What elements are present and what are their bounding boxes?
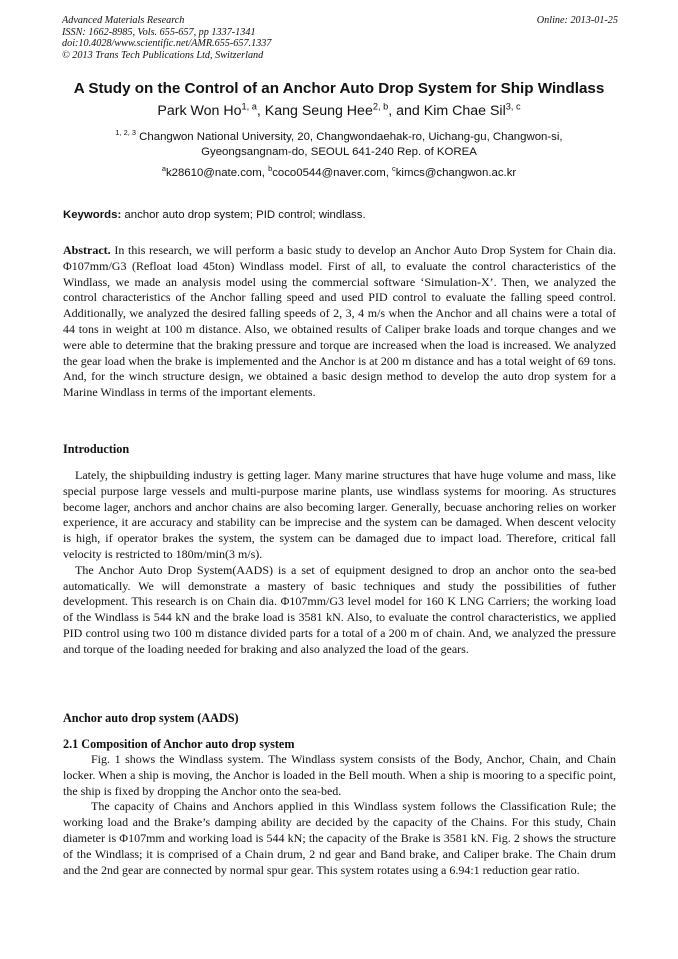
author-name: Park Won Ho <box>157 103 242 119</box>
abstract-text: In this research, we will perform a basic study to develop an Anchor Auto Drop System for Chain dia. Φ107mm/G3 (Refloat load 45ton) Windlass model. First of all, to evaluate the control characteristics of the Windlass, we made an analysis model using the commercial software ‘Simulation-X’. Then, we analyzed the control characteristics of the Anchor falling speed and used PID control to evaluate the falling speed control. Additionally, we analyzed the desired falling speeds of 2, 3, 4 m/s when the Anchor and all chains were a total of 44 tons in weight at 100 m distance. Also, we obtained results of Caliper brake loads and torque changes and we were able to determine that the braking pressure and torque are increased when the load is increased. We analyzed the gear load when the brake is implemented and the Anchor is at 200 m distance and has a total weight of 69 tons. And, for the winch structure design, we obtained a basic design method to develop the auto drop system for a Marine Windlass in terms of the important elements. <box>63 243 616 400</box>
email-mark: b <box>268 164 273 174</box>
author-separator: , <box>256 103 265 119</box>
section-heading-aads: Anchor auto drop system (AADS) <box>63 711 239 725</box>
journal-header <box>62 15 618 61</box>
author-list <box>30 103 648 119</box>
online-date: Online: 2013-01-25 <box>536 15 618 26</box>
paragraph: The capacity of Chains and Anchors applied in this Windlass system follows the Classification Rule; the working load and the Brake’s damping ability are decided by the capacity of the Chains. For this study, Chain diameter is Φ107mm and working load is 544 kN; the capacity of the Brake is 3581 kN. Fig. 2 shows the structure of the Windlass; it is comprised of a Chain drum, 2 nd gear and Band brake, and Caliper brake. The Chain drum and the 2nd gear are connected by normal spur gear. This system rotates using a 6.94:1 reduction gear ratio. <box>63 799 616 877</box>
author-separator: , and <box>388 103 424 119</box>
abstract <box>63 243 616 401</box>
paper-title: A Study on the Control of an Anchor Auto Drop System for Ship Windlass <box>73 80 605 97</box>
email-c[interactable]: kimcs@changwon.ac.kr <box>395 167 517 179</box>
email-mark: c <box>392 164 396 174</box>
section-heading-introduction: Introduction <box>63 442 130 456</box>
subsection-heading-2-1: 2.1 Composition of Anchor auto drop system <box>63 737 295 751</box>
email-list <box>60 164 618 179</box>
author-name: Kang Seung Hee <box>264 103 373 119</box>
copyright-line: © 2013 Trans Tech Publications Ltd, Switzerland <box>62 49 264 61</box>
affil-mark: 1, 2, 3 <box>115 128 137 138</box>
issn-line: ISSN: 1662-8985, Vols. 655-657, pp 1337-1341 <box>62 26 256 38</box>
paragraph: The Anchor Auto Drop System(AADS) is a set of equipment designed to drop an anchor onto the sea-bed automatically. We will demonstrate a mastery of basic techniques and study the possibilities of futher development. This research is on Chain dia. Φ107mm/G3 level model for 160 K LNG Carriers; the working load of the Windlass is 544 kN and the brake load is 3581 kN. Also, to evaluate the control characteristics, we applied PID control using two 100 m distance divided parts for a total of a 200 m of chain. And, we analyzed the pressure and torque of the loading needed for braking and also analyzed the load of the gears. <box>63 562 616 656</box>
affil-line-1: Changwon National University, 20, Changwondaehak-ro, Uichang-gu, Changwon-si, <box>136 131 563 143</box>
paragraph: Lately, the shipbuilding industry is getting lager. Many marine structures that have huge volume and mass, like special purpose large vessels and multi-purpose marine plants, use windlass systems for mooring. As structures become lager, anchors and anchor chains are also becoming larger. Generally, becuase anchoring relies on worker experience, it are accuracy and stability can be imprecise and the system can be damaged. When descent velocity is high, if operator brakes the system, the system can be damaged due to impact load. Therefore, critical fall velocity is restricted to 180m/min(3 m/s). <box>63 468 616 561</box>
author-name: Kim Chae Sil <box>423 103 506 119</box>
author-affil-mark: 1, a <box>241 101 257 112</box>
affil-line-2: Gyeongsangnam-do, SEOUL 641-240 Rep. of KOREA <box>201 146 477 158</box>
author-affil-mark: 2, b <box>372 101 389 112</box>
abstract-label: Abstract. <box>63 243 111 257</box>
author-affil-mark: 3, c <box>505 101 521 112</box>
journal-name: Advanced Materials Research <box>62 15 185 26</box>
doi-line: doi:10.4028/www.scientific.net/AMR.655-657.1337 <box>62 38 272 50</box>
keywords-text: anchor auto drop system; PID control; windlass. <box>121 209 366 221</box>
affiliation <box>60 130 618 160</box>
paragraph: Fig. 1 shows the Windlass system. The Windlass system consists of the Body, Anchor, Chain, and Chain locker. When a ship is moving, the Anchor is loaded in the Bell mouth. When a ship is mooring to a specific point, the ship is fixed by dropping the Anchor onto the sea-bed. <box>63 752 616 798</box>
email-mark: a <box>161 164 166 174</box>
introduction-body <box>63 468 616 658</box>
keywords <box>63 209 619 221</box>
email-b[interactable]: coco0544@naver.com, <box>272 167 393 179</box>
keywords-label: Keywords: <box>63 209 122 221</box>
email-a[interactable]: k28610@nate.com, <box>165 167 269 179</box>
section-2-1-body <box>63 752 616 878</box>
